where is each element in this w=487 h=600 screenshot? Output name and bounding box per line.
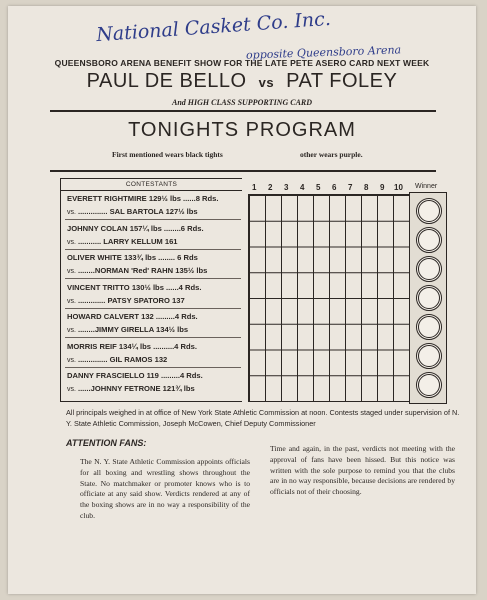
program-sheet <box>8 6 476 594</box>
contestants-table <box>60 178 242 402</box>
main-vs: vs <box>258 75 275 90</box>
winner-circle-icon <box>416 314 442 340</box>
round-number: 1 <box>252 183 257 192</box>
fighter-purple-name: .............. SAL BARTOLA 127½ lbs <box>77 207 198 216</box>
fighter-purple-tights <box>67 384 195 393</box>
bout-vs-label: vs. <box>67 268 76 275</box>
winner-cell <box>413 313 441 338</box>
winner-header: Winner <box>415 183 438 190</box>
fighter-purple-tights <box>67 237 178 246</box>
fighter-purple-name: .............. GIL RAMOS 132 <box>77 354 168 364</box>
winner-cell <box>413 371 441 396</box>
contestants-header: CONTESTANTS <box>61 179 242 191</box>
attention-right-text: Time and again, in the past, verdicts not meeting with the approval of fans have been hissed. But this notice was written with the sole purpose to remind you that the clubs are in no way responsible, because decisions are rendered by officials not of their choosing. <box>270 444 455 497</box>
bout-vs-label: vs. <box>67 386 76 393</box>
bout-vs-label: vs. <box>67 327 76 334</box>
round-scoring-grid <box>248 194 410 402</box>
bout-row <box>65 251 241 279</box>
bout-row <box>65 192 241 220</box>
tights-note-right: other wears purple. <box>300 150 363 159</box>
fighter-purple-name: ........... LARRY KELLUM 161 <box>77 236 178 246</box>
round-number: 6 <box>332 183 337 192</box>
bout-row <box>65 340 241 368</box>
round-number: 5 <box>316 183 321 192</box>
round-number: 9 <box>380 183 385 192</box>
fighter-purple-tights <box>67 207 198 216</box>
winner-cell <box>413 284 441 309</box>
fighter-purple-name: ......JOHNNY FETRONE 121¾ lbs <box>77 384 195 393</box>
fighter-purple-tights <box>67 355 167 364</box>
bout-vs-label: vs. <box>67 356 76 364</box>
main-event-headline <box>8 70 476 93</box>
handwritten-note-line2: opposite Queensboro Arena <box>245 43 402 62</box>
bout-vs-label: vs. <box>67 238 76 246</box>
fighter-purple-tights <box>67 296 185 305</box>
bout-row <box>65 310 241 338</box>
winner-circle-icon <box>416 285 442 311</box>
winner-circle-icon <box>416 372 442 398</box>
fighter-purple-name: ............. PATSY SPATORO 137 <box>77 295 185 305</box>
main-fighter-left: PAUL DE BELLO <box>86 70 247 92</box>
winner-circle-icon <box>416 343 442 369</box>
program-divider <box>50 170 436 172</box>
fighter-purple-tights <box>67 266 207 275</box>
bout-row <box>65 369 241 396</box>
round-number: 7 <box>348 183 353 192</box>
weigh-in-notice: All principals weighed in at office of New York State Athletic Commission at noon. Contests staged under supervision of N. Y. State Athletic Commission, Joseph McCowen, Chief Deputy Commissioner <box>66 408 460 428</box>
bout-row <box>65 222 241 250</box>
supporting-card-line: And HIGH CLASS SUPPORTING CARD <box>171 98 313 107</box>
program-title: TONIGHTS PROGRAM <box>128 119 356 141</box>
bout-vs-label: vs. <box>67 297 76 305</box>
winner-cell <box>413 342 441 367</box>
round-number: 8 <box>364 183 369 192</box>
winner-column <box>409 192 447 404</box>
fighter-black-tights: VINCENT TRITTO 130½ lbs ......4 Rds. <box>67 282 202 292</box>
winner-cell <box>413 197 441 222</box>
fighter-black-tights: EVERETT RIGHTMIRE 129½ lbs ......8 Rds. <box>67 194 219 203</box>
arena-announcement: QUEENSBORO ARENA BENEFIT SHOW FOR THE LATE PETE ASERO CARD NEXT WEEK <box>54 58 430 68</box>
round-number: 4 <box>300 183 305 192</box>
winner-circle-icon <box>416 256 442 282</box>
fighter-black-tights: OLIVER WHITE 133¾ lbs ........ 6 Rds <box>67 253 198 262</box>
fighter-purple-tights <box>67 325 188 334</box>
fighter-black-tights: HOWARD CALVERT 132 .........4 Rds. <box>67 312 198 321</box>
main-fighter-right: PAT FOLEY <box>286 70 398 92</box>
fighter-black-tights: MORRIS REIF 134¼ lbs ..........4 Rds. <box>67 341 197 351</box>
bout-row <box>65 281 241 309</box>
winner-circle-icon <box>416 227 442 253</box>
round-number: 10 <box>394 183 403 192</box>
bout-vs-label: vs. <box>67 209 76 216</box>
fighter-black-tights: DANNY FRASCIELLO 119 .........4 Rds. <box>67 371 203 380</box>
fighter-purple-name: ........JIMMY GIRELLA 134½ lbs <box>77 325 189 334</box>
fighter-black-tights: JOHNNY COLAN 157¼ lbs ........6 Rds. <box>67 223 204 233</box>
winner-cell <box>413 255 441 280</box>
handwritten-note-line1: National Casket Co. Inc. <box>95 7 332 47</box>
winner-circle-icon <box>416 198 442 224</box>
tights-note-left: First mentioned wears black tights <box>112 150 223 159</box>
round-number: 2 <box>268 183 273 192</box>
header-divider <box>50 110 436 112</box>
attention-left-text: The N. Y. State Athletic Commission appoints officials for all boxing and wrestling shows throughout the State. No matchmaker or promoter knows who is to officiate at any said show. Verdicts rendered at any of the boxing shows are in no way a responsibility of the club. <box>80 457 250 520</box>
attention-title: ATTENTION FANS: <box>66 438 147 448</box>
winner-cell <box>413 226 441 251</box>
fighter-purple-name: ........NORMAN 'Red' RAHN 135½ lbs <box>77 266 208 275</box>
round-number: 3 <box>284 183 289 192</box>
